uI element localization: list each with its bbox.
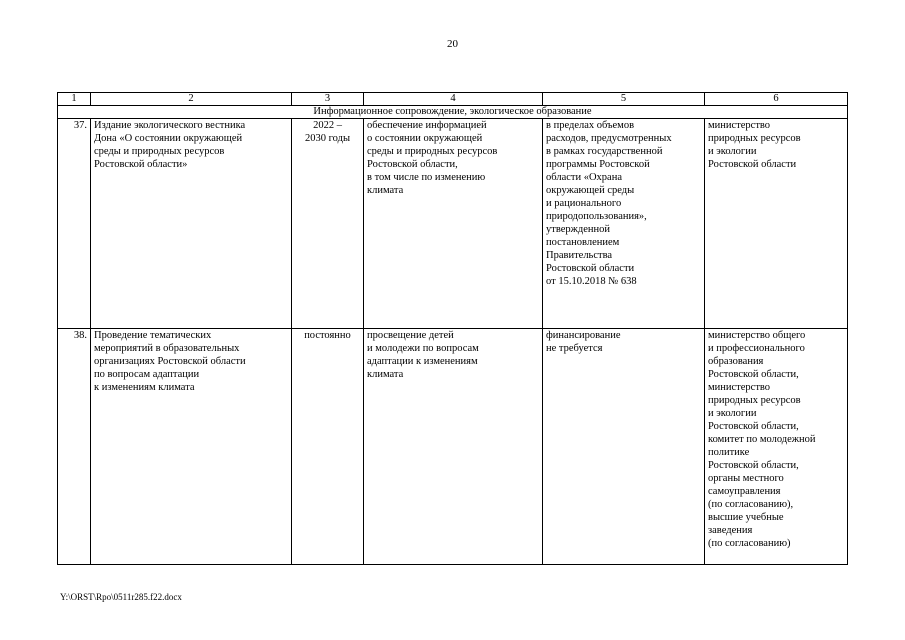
term-cell: 2022 – 2030 годы — [292, 119, 364, 329]
column-header: 3 — [292, 93, 364, 106]
term-cell: постоянно — [292, 329, 364, 565]
financing-cell: в пределах объемов расходов, предусмотренных в рамках государственной программы Ростовской области «Охрана окружающей среды и рационального природопользования», утвержденной постановлением Правительства Ростовской области от 15.10.2018 № 638 — [543, 119, 705, 329]
table-row — [58, 329, 848, 565]
table-header-row — [58, 93, 848, 106]
executor-cell: министерство общего и профессионального образования Ростовской области, министерство природных ресурсов и экологии Ростовской области, комитет по молодежной политике Ростовской области, органы местного самоуправления (по согласованию), высшие учебные заведения (по согласованию) — [705, 329, 848, 565]
event-cell: Проведение тематических мероприятий в образовательных организациях Ростовской области по вопросам адаптации к изменениям климата — [91, 329, 292, 565]
result-cell: обеспечение информацией о состоянии окружающей среды и природных ресурсов Ростовской области, в том числе по изменению климата — [364, 119, 543, 329]
table-row — [58, 119, 848, 329]
column-header: 4 — [364, 93, 543, 106]
column-header: 2 — [91, 93, 292, 106]
row-number: 37. — [58, 119, 91, 329]
result-cell: просвещение детей и молодежи по вопросам адаптации к изменениям климата — [364, 329, 543, 565]
row-number: 38. — [58, 329, 91, 565]
event-cell: Издание экологического вестника Дона «О состоянии окружающей среды и природных ресурсов Ростовской области» — [91, 119, 292, 329]
column-header: 6 — [705, 93, 848, 106]
section-title-row — [58, 106, 848, 119]
file-path-footer: Y:\ORST\Rpo\0511r285.f22.docx — [60, 592, 182, 602]
measures-table — [57, 92, 848, 565]
financing-cell: финансирование не требуется — [543, 329, 705, 565]
section-title: Информационное сопровождение, экологическое образование — [58, 106, 848, 119]
page-number: 20 — [447, 38, 458, 50]
executor-cell: министерство природных ресурсов и экологии Ростовской области — [705, 119, 848, 329]
column-header: 5 — [543, 93, 705, 106]
column-header: 1 — [58, 93, 91, 106]
